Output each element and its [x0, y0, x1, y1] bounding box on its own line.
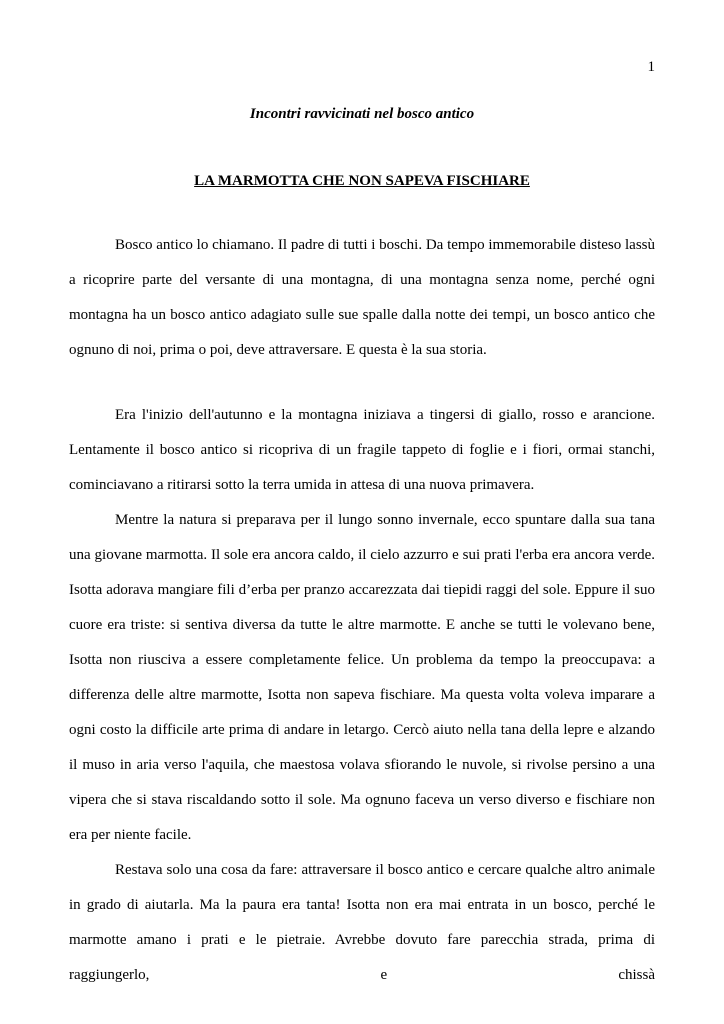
intro-section	[69, 228, 655, 368]
paragraph-4: Restava solo una cosa da fare: attraversare il bosco antico e cercare qualche altro animale in grado di aiutarla. Ma la paura era tanta! Isotta non era mai entrata in un bosco, perché le marmotte amano i prati e le pietraie. Avrebbe dovuto fare parecchia strada, prima di raggiungerlo, e chissà	[69, 862, 655, 983]
story-section	[69, 398, 655, 993]
paragraph-1: Bosco antico lo chiamano. Il padre di tutti i boschi. Da tempo immemorabile disteso lassù a ricoprire parte del versante di una montagna, di una montagna senza nome, perché ogni montagna ha un bosco antico adagiato sulle sue spalle dalla notte dei tempi, un bosco antico che ognuno di noi, prima o poi, deve attraversare. E questa è la sua storia.	[69, 237, 655, 358]
paragraph-2: Era l'inizio dell'autunno e la montagna iniziava a tingersi di giallo, rosso e arancione. Lentamente il bosco antico si ricopriva di un fragile tappeto di foglie e i fiori, ormai stanchi, cominciavano a ritirarsi sotto la terra umida in attesa di una nuova primavera.	[69, 407, 655, 493]
document-subtitle: Incontri ravvicinati nel bosco antico	[249, 106, 475, 122]
page-number: 1	[647, 59, 655, 75]
paragraph-3: Mentre la natura si preparava per il lungo sonno invernale, ecco spuntare dalla sua tana una giovane marmotta. Il sole era ancora caldo, il cielo azzurro e sui prati l'erba era ancora verde. Isotta adorava mangiare fili d’erba per pranzo accarezzata dai tiepidi raggi del sole. Eppure il suo cuore era triste: si sentiva diversa da tutte le altre marmotte. E anche se tutti le volevano bene, Isotta non riusciva a essere completamente felice. Un problema da tempo la preoccupava: a differenza delle altre marmotte, Isotta non sapeva fischiare. Ma questa volta voleva imparare a ogni costo la difficile arte prima di andare in letargo. Cercò aiuto nella tana della lepre e alzando il muso in aria verso l'aquila, che maestosa volava sfiorando le nuvole, si rivolse persino a una vipera che si stava riscaldando sotto il sole. Ma ognuno faceva un verso diverso e fischiare non era per niente facile.	[69, 512, 655, 843]
story-title: LA MARMOTTA CHE NON SAPEVA FISCHIARE	[194, 173, 530, 189]
